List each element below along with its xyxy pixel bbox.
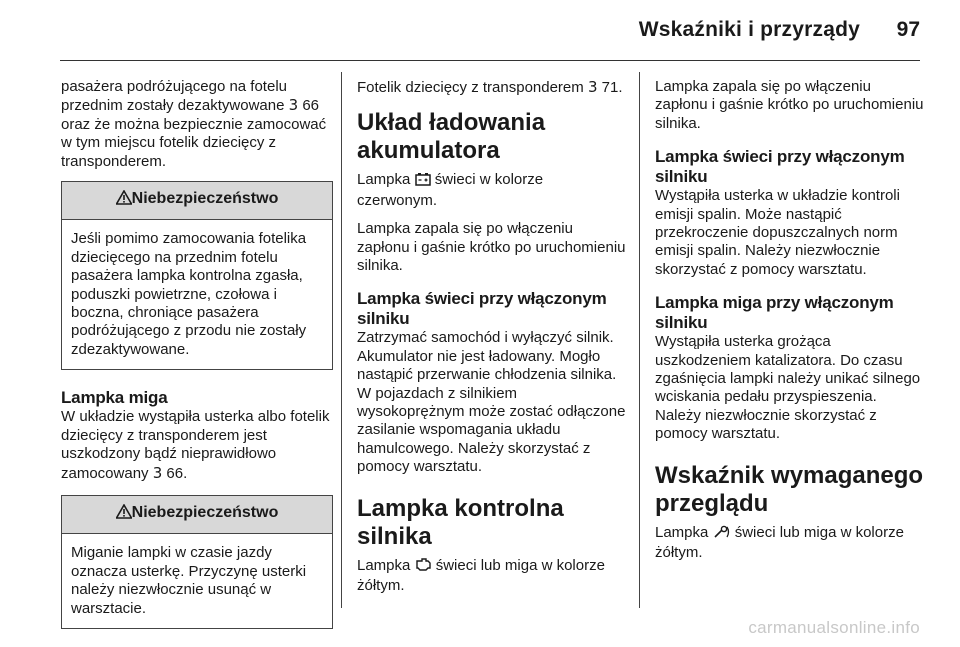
- column-3: [655, 78, 925, 573]
- page-reference-icon: 3: [587, 78, 598, 96]
- blink-paragraph: Wystąpiła usterka grożąca uszkodzeniem katalizatora. Do czasu zgaśnięcia lampki należy unikać silnego wciskania pedału przyspieszenia. Należy niezwłocznie skorzystać z pomocy warsztatu.: [655, 333, 921, 443]
- section-heading-service: Wskaźnik wymaganego przeglądu: [655, 461, 924, 517]
- column-divider-1: [341, 72, 342, 608]
- engine-check-icon: [415, 557, 432, 577]
- battery-icon: [415, 172, 431, 191]
- warning-title: Niebezpieczeństwo: [131, 503, 279, 521]
- section-heading-charging: Układ ładowania akumulatora: [357, 109, 546, 165]
- column-divider-2: [639, 72, 640, 608]
- warning-header: [62, 182, 332, 220]
- lampka-miga-paragraph: W układzie wystąpiła usterka albo fotelik dziecięcy z transponderem jest uszkodzony bądź nieprawidłowo zamocowany 3 66.: [61, 408, 330, 482]
- column-1: [61, 78, 333, 647]
- section-heading-engine: Lampka kontrolna silnika: [357, 494, 564, 550]
- lit-paragraph: Zatrzymać samochód i wyłączyć silnik. Akumulator nie jest ładowany. Mogło nastąpić przerwanie chłodzenia silnika. W pojazdach z silnikiem wysokoprężnym może zostać odłączone zasilanie wspomagania układu hamulcowego. Należy skorzystać z pomocy warsztatu.: [357, 329, 626, 476]
- section-heading-lit: Lampka świeci przy włączonym silniku: [357, 289, 607, 329]
- lit-paragraph-2: Wystąpiła usterka w układzie kontroli emisji spalin. Może nastąpić przekroczenie dopuszczalnych norm emisji spalin. Należy niezwłocznie skorzystać z pomocy warsztatu.: [655, 187, 900, 278]
- page-header-title: Wskaźniki i przyrządy: [638, 18, 860, 41]
- column-2: [357, 78, 627, 606]
- warning-box-2: [61, 495, 333, 629]
- warning-text: Jeśli pomimo zamocowania fotelika dziecięcego na przednim fotelu pasażera lampka kontrolna zgasła, poduszki powietrzne, czołowa i boczna, chroniące pasażera podróżującego z przodu nie zostały zdezaktywowane.: [71, 230, 307, 358]
- header-divider: [60, 60, 920, 61]
- engine-paragraph: Lampka świeci lub miga w kolorze żółtym.: [357, 556, 605, 595]
- warning-header: [62, 496, 332, 534]
- page-number: 97: [896, 18, 920, 41]
- col3-paragraph-1: Lampka zapala się po włączeniu zapłonu i gaśnie krótko po uruchomieniu silnika.: [655, 78, 924, 132]
- section-heading-lit-2: Lampka świeci przy włączonym silniku: [655, 147, 905, 187]
- warning-box-1: [61, 181, 333, 370]
- charging-paragraph-2: Lampka zapala się po włączeniu zapłonu i gaśnie krótko po uruchomieniu silnika.: [357, 220, 626, 275]
- service-wrench-icon: [713, 525, 731, 544]
- service-paragraph: Lampka świeci lub miga w kolorze żółtym.: [655, 523, 904, 562]
- section-heading-lampka-miga: Lampka miga: [61, 388, 168, 408]
- watermark: carmanualsonline.info: [748, 618, 920, 637]
- reference-paragraph: Fotelik dziecięcy z transponderem 3 71.: [357, 78, 623, 96]
- page-reference-icon: 3: [288, 96, 299, 115]
- warning-text: Miganie lampki w czasie jazdy oznacza usterkę. Przyczynę usterki należy niezwłocznie usunąć w warsztacie.: [71, 544, 307, 617]
- charging-paragraph-1: Lampka świeci w kolorze czerwonym.: [357, 171, 544, 209]
- warning-triangle-icon: [116, 504, 132, 524]
- intro-paragraph: pasażera podróżującego na fotelu przednim zostały dezaktywowane 3 66 oraz że można bezpiecznie zamocować w tym miejscu fotelik dziecięcy z transponderem.: [61, 78, 327, 170]
- section-heading-blink: Lampka miga przy włączonym silniku: [655, 293, 894, 333]
- warning-title: Niebezpieczeństwo: [131, 190, 279, 208]
- page-reference-icon: 3: [152, 463, 163, 482]
- warning-triangle-icon: [116, 190, 132, 210]
